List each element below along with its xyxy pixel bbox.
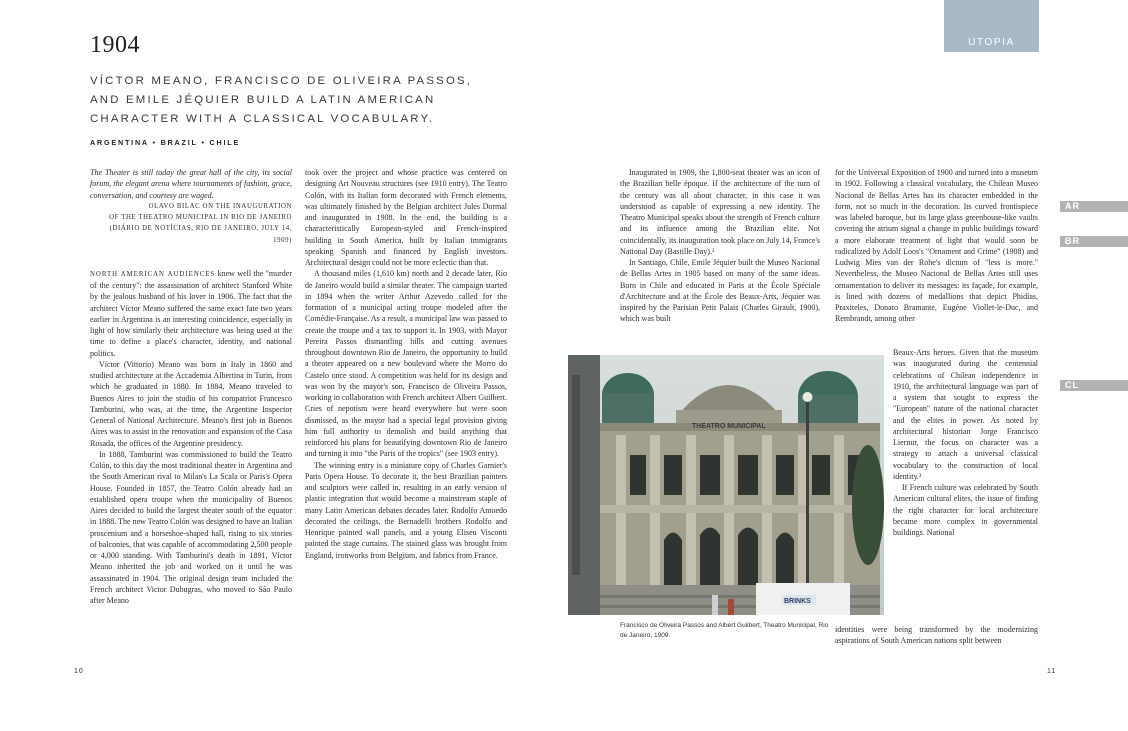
country-list: ARGENTINA • BRAZIL • CHILE: [90, 138, 241, 147]
paragraph: The winning entry is a miniature copy of Charles Garnier's Paris Opera House. To decorate it, the best Brazilian painters and sculptors were called in, resulting in an early version of plastic integration that would become a mainstream staple of many Latin American debates decades later. Rodolfo Amoedo decorated the ceilings, the Bernadelli brothers Rodolfo and Henrique painted wall panels, and a young Eliseu Visconti painted the stage curtains. The stained glass was brought from England, ironworks from Belgium, and fabrics from France.: [305, 460, 507, 560]
paragraph: Víctor (Vittorio) Meano was born in Italy in 1860 and studied architecture at the Accademia Albertina in Turin, from which he graduated in 1880. In 1884, Meano traveled to Buenos Aires to join the studio of his compatriot Francesco Tamburini, who was, at the time, the Argentine Inspector General of National Architecture. Meano's first job in Buenos Aires was to assist in the renovation and expansion of the Casa Rosada, the offices of the Argentine presidency.: [90, 359, 292, 448]
paragraph: Inaugurated in 1909, the 1,800-seat theater was an icon of the Brazilian belle époque. If the architecture of the turn of the century was all about character, in this case it was understood as capable of expressing a new identity. The Theatro Municipal speaks about the strength of French culture and its influence among the Brazilian elite. Not coincidentally, its inauguration took place on July 14, France's National Day (Bastille Day).²: [620, 168, 820, 256]
text-column-4: [835, 167, 1038, 347]
paragraph: If French culture was celebrated by South American cultural elites, the issue of finding the right character for local architecture became more complex in governmental buildings. National: [893, 483, 1038, 537]
text-column-2: [305, 167, 507, 647]
paragraph-text: knew well the "murder of the century": the assassination of architect Stanford White by the jealous husband of his lover in 1906. The fact that the architect Víctor Meano suffered the same exact fate two years earlier in Argentina is an interesting coincidence, especially in light of how similarly their architecture was being used at the time to define a place's character, identity, and national politics.: [90, 268, 292, 358]
paragraph: for the Universal Exposition of 1900 and turned into a museum in 1902. Following a classical vocabulary, the Chilean Museo Nacional de Bellas Artes has its character embedded in the form, not so much in the decoration. Its curved frontispiece was labeled baroque, but its large glass greenhouse-like vaults covering the atrium signal a change in public buildings toward a more elaborate treatment of light that would soon be radicalized by Adolf Loos's "Ornament and Crime" (1908) and Ludwig Mies van der Rohe's dictum of "less is more." Nevertheless, the Museo Nacional de Bellas Artes still uses ornamentation to deliver its messages: its façade, for example, is lined with dozens of medallions that depict Phidias, Praxiteles, Donato Bramante, Eugène Viollet-le-Duc, and Rembrandt, among other: [835, 168, 1038, 324]
side-tab-br: BR: [1060, 236, 1128, 247]
paragraph: Beaux-Arts heroes. Given that the museum was inaugurated during the centennial celebrations of Chilean independence in 1910, the architectural language was part of a system that sought to express the "European" nature of the national character and the elites in power. As noted by architectural historian Jorge Francisco Liernur, the focus on character was a strategy to attach a universal classical vocabulary to the construction of local identity.³: [893, 348, 1038, 481]
lead-in-caps: NORTH AMERICAN AUDIENCES: [90, 270, 216, 278]
entry-year: 1904: [90, 32, 140, 58]
page-number-left: 10: [74, 668, 84, 675]
text-column-1: [90, 167, 292, 647]
section-tab: UTOPIA: [944, 0, 1039, 52]
epigraph-quote: The Theater is still today the great hall of the city, its social forum, the elegant arena where tournaments of fashion, grace, conversation, and courtesy are waged.: [90, 168, 292, 200]
entry-subtitle: VÍCTOR MEANO, FRANCISCO DE OLIVEIRA PASSOS, AND EMILE JÉQUIER BUILD A LATIN AMERICAN CHARACTER WITH A CLASSICAL VOCABULARY.: [90, 75, 473, 125]
paragraph: In Santiago, Chile, Emile Jéquier built the Museo Nacional de Bellas Artes in 1905 based on many of the same ideas. Born in Chile and educated in Paris at the École Spéciale d'Architecture and at the École des Beaux-Arts, Jéquier was inspired by the Parisian Petit Palais (Charles Girault, 1900), which was built: [620, 258, 820, 324]
paragraph: A thousand miles (1,610 km) north and 2 decade later, Rio de Janeiro would build a similar theater. The campaign started in 1894 when the writer Arthur Azevedo called for the formation of a municipal acting troupe modeled after the Comédie-Française. As a result, a municipal law was passed to create the troupe and a tax to support it. In 1903, with Mayor Pereira Passos dismantling hills and cutting avenues throughout downtown Rio de Janeiro, the opportunity to build a theater appeared on a new boulevard where the Morro do Castelo once stood. A competition was held for its design and was won by the mayor's son, Francisco de Oliveira Passos, working in collaboration with French architect Albert Guilbert. Cries of nepotism were heard everywhere but were soon dismissed, as the mayor had a special legal provision giving him full authority to demolish and build anything that reinforced his plans for beautifying downtown Rio de Janeiro and turning it into "the Paris of the tropics" (see 1903 entry).: [305, 269, 507, 459]
photo-caption: Francisco de Oliveira Passos and Albert Guilbert, Theatro Municipal, Rio de Janeiro, 1909.: [620, 622, 829, 639]
paragraph: In 1888, Tamburini was commissioned to build the Teatro Colón, to this day the most traditional theater in Argentina and the South American rival to Milan's La Scala or Paris's Opera House. Founded in 1857, the Teatro Colón already had an established opera troupe when the municipality of Buenos Aires decided to build the largest theater south of the equator in 1888. The new Teatro Colón was designed to have an Italian proscenium and a horseshoe-shaped hall, rising to six stories of balconies, that was capable of accommodating 2,500 people or 4,000 standing. With Tamburini's death in 1891, Víctor Meano inherited the job and worked on it until he was assassinated in 1904. The original design team included the French architect Victor Dubugras, who moved to São Paulo after Meano: [90, 449, 292, 605]
theatro-municipal-photo: [568, 355, 884, 615]
paragraph: took over the project and whose practice was centered on designing Art Nouveau structures (see 1910 entry). The Teatro Colón, with its Italian form decorated with French elements, was ultimately finished by the Belgian architect Jules Dormal and inaugurated in 1908. In the end, the building is a characteristically European-styled and French-inspired building in South America, built by Italian immigrants speaking Spanish and financed by English investors. Architectural design could not be more eclectic than that.: [305, 168, 507, 267]
epigraph-attribution-1: OLAVO BILAC ON THE INAUGURATION: [148, 202, 292, 210]
facade-sign: THEATRO MUNICIPAL: [692, 423, 766, 430]
page-number-right: 11: [1047, 668, 1057, 675]
epigraph-attribution-2: OF THE THEATRO MUNICIPAL IN RIO DE JANEIRO: [109, 214, 292, 221]
side-tab-cl: CL: [1060, 380, 1128, 391]
building-illustration: [568, 355, 884, 615]
text-column-4-bottom: [835, 624, 1038, 648]
text-column-4-wrap: [893, 347, 1038, 622]
text-column-3: [620, 167, 820, 347]
side-tab-ar: AR: [1060, 201, 1128, 212]
truck-label: BRINKS: [784, 598, 811, 605]
paragraph: identities were being transformed by the modernizing aspirations of South American nations split between: [835, 625, 1038, 646]
epigraph-attribution-3: (DIÁRIO DE NOTÍCIAS, RIO DE JANEIRO, JULY 14, 1909): [109, 225, 292, 244]
paragraph: [90, 268, 292, 359]
